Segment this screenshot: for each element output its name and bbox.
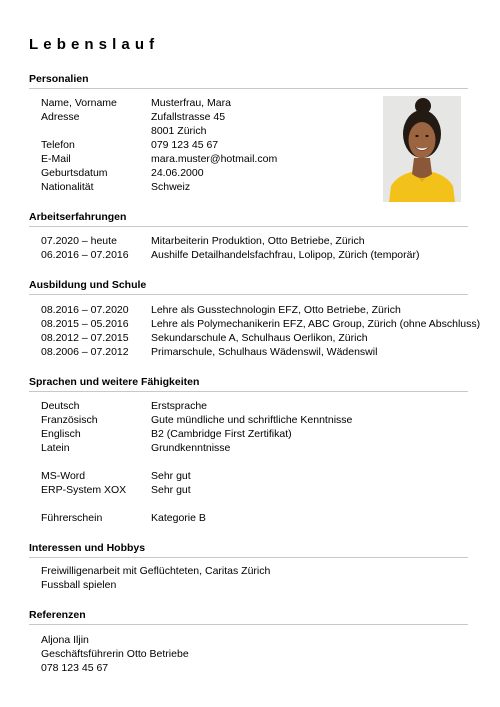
period-label: 06.2016 – 07.2016	[41, 249, 129, 261]
info-value: 8001 Zürich	[151, 125, 207, 137]
skill-label: Deutsch	[41, 400, 80, 412]
info-value: Zufallstrasse 45	[151, 111, 226, 123]
work-description: Mitarbeiterin Produktion, Otto Betriebe, Zürich	[151, 235, 365, 247]
skill-label: Französisch	[41, 414, 98, 426]
section-heading-referenzen: Referenzen	[29, 609, 468, 625]
info-value: 079 123 45 67	[151, 139, 219, 151]
education-description: Primarschule, Schulhaus Wädenswil, Wädenswil	[151, 346, 378, 358]
section-heading-ausbildung: Ausbildung und Schule	[29, 279, 468, 295]
skill-label: Führerschein	[41, 512, 103, 524]
info-value: 24.06.2000	[151, 167, 204, 179]
interest-item: Freiwilligenarbeit mit Geflüchteten, Caritas Zürich	[41, 565, 271, 577]
portrait-photo	[383, 96, 461, 202]
section-heading-arbeitserfahrungen: Arbeitserfahrungen	[29, 211, 468, 227]
skill-level: Sehr gut	[151, 470, 191, 482]
period-label: 07.2020 – heute	[41, 235, 117, 247]
section-heading-sprachen: Sprachen und weitere Fähigkeiten	[29, 376, 468, 392]
skill-level: B2 (Cambridge First Zertifikat)	[151, 428, 292, 440]
education-description: Lehre als Polymechanikerin EFZ, ABC Group, Zürich (ohne Abschluss)	[151, 318, 481, 330]
reference-phone: 078 123 45 67	[41, 662, 109, 674]
info-value: Schweiz	[151, 181, 191, 193]
reference-name: Aljona Iljin	[41, 634, 89, 646]
portrait-illustration	[383, 96, 461, 202]
info-value: Musterfrau, Mara	[151, 97, 231, 109]
info-label: Nationalität	[41, 181, 94, 193]
section-heading-personalien: Personalien	[29, 73, 468, 89]
skill-level: Kategorie B	[151, 512, 206, 524]
email-value: mara.muster@hotmail.com	[151, 153, 278, 165]
work-description: Aushilfe Detailhandelsfachfrau, Lolipop, Zürich (temporär)	[151, 249, 420, 261]
skill-level: Erstsprache	[151, 400, 208, 412]
skill-label: MS-Word	[41, 470, 86, 482]
interest-item: Fussball spielen	[41, 579, 117, 591]
skill-level: Grundkenntnisse	[151, 442, 231, 454]
skill-level: Gute mündliche und schriftliche Kenntnisse	[151, 414, 353, 426]
info-label: Adresse	[41, 111, 80, 123]
info-label: Name, Vorname	[41, 97, 117, 109]
info-label: Geburtsdatum	[41, 167, 108, 179]
period-label: 08.2012 – 07.2015	[41, 332, 129, 344]
period-label: 08.2015 – 05.2016	[41, 318, 129, 330]
skill-label: ERP-System XOX	[41, 484, 127, 496]
reference-role: Geschäftsführerin Otto Betriebe	[41, 648, 189, 660]
education-description: Sekundarschule A, Schulhaus Oerlikon, Zürich	[151, 332, 368, 344]
period-label: 08.2006 – 07.2012	[41, 346, 129, 358]
period-label: 08.2016 – 07.2020	[41, 304, 129, 316]
section-heading-interessen: Interessen und Hobbys	[29, 542, 468, 558]
info-label: E-Mail	[41, 153, 71, 165]
skill-level: Sehr gut	[151, 484, 191, 496]
document-title: Lebenslauf	[29, 36, 160, 53]
education-description: Lehre als Gusstechnologin EFZ, Otto Betriebe, Zürich	[151, 304, 401, 316]
skill-label: Englisch	[41, 428, 81, 440]
skill-label: Latein	[41, 442, 70, 454]
info-label: Telefon	[41, 139, 75, 151]
